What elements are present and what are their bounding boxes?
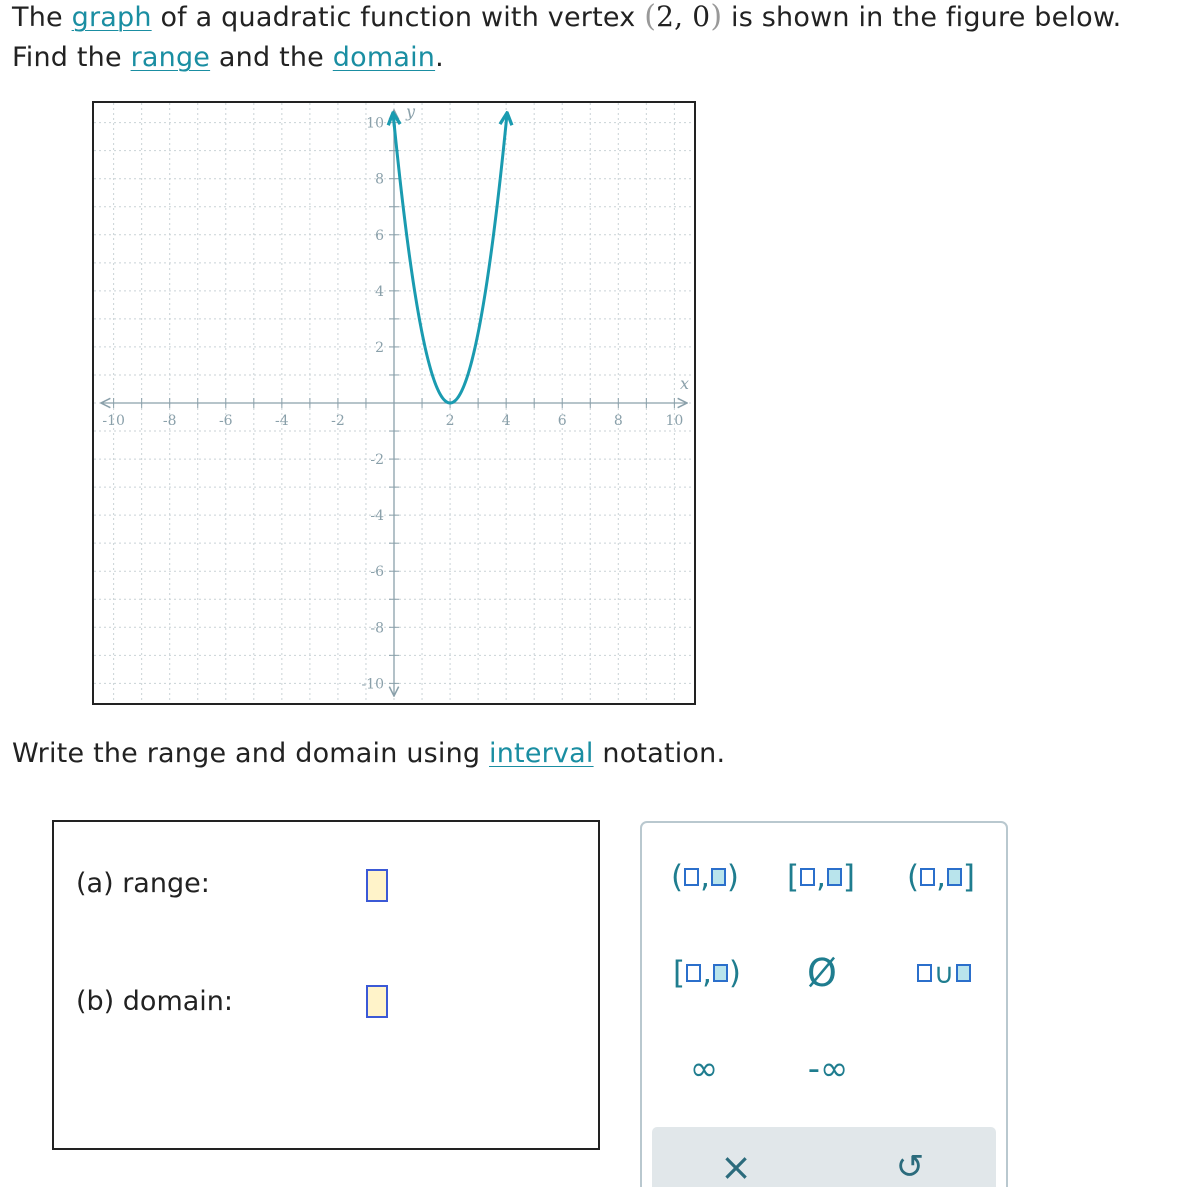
y-tick-label: -10 [361,676,384,693]
undo-icon: ↺ [895,1147,925,1187]
y-tick-label: 8 [375,171,384,188]
vertex-math [644,0,722,33]
graph-svg [94,103,694,703]
vertex-values: 2, 0 [656,0,711,33]
x-tick-label: -8 [162,413,177,429]
x-tick-label: 4 [501,413,511,429]
vertex-close-paren: ) [710,0,723,34]
question-line-2 [12,41,444,75]
negative-infinity-button[interactable]: -∞ [807,1049,849,1089]
domain-link[interactable]: domain [332,42,436,73]
y-tick-label: -6 [370,564,384,581]
domain-label: (b) domain: [76,986,234,1017]
empty-set-button[interactable]: Ø [807,951,837,995]
x-tick-label: -2 [331,413,345,429]
closed-closed-interval-button[interactable]: [ , ] [786,859,856,895]
parabola-left-arrow [393,114,394,128]
y-tick-label: -8 [370,620,384,637]
open-closed-interval-button[interactable]: ( , ] [906,859,976,895]
y-axis-label: y [406,103,416,122]
y-tick-label: 4 [375,283,384,300]
instruction-text: Write the range and domain using [12,738,490,769]
open-open-interval-button[interactable]: ( , ) [670,859,740,895]
undo-button[interactable] [888,1145,932,1187]
x-axis-label: x [679,374,690,393]
y-tick-label: 10 [366,115,384,132]
graph-panel [92,101,696,705]
x-tick-label: 10 [665,413,684,429]
interval-link[interactable]: interval [489,738,594,769]
answer-panel [52,820,600,1150]
close-icon: × [720,1145,752,1187]
x-tick-label: 2 [445,413,455,429]
x-tick-label: -10 [102,413,125,429]
question-text: is shown in the figure below. [722,2,1122,33]
clear-button[interactable] [714,1145,758,1187]
axes [101,110,690,696]
instruction-line [12,737,725,771]
y-tick-label: 2 [375,339,384,356]
question-line-1 [12,0,1121,35]
vertex-open-paren: ( [644,0,657,34]
x-tick-label: 6 [557,413,567,429]
range-label: (a) range: [76,868,210,899]
y-tick-label: -4 [370,508,384,525]
question-text: The [12,2,72,33]
tick-labels [102,103,689,692]
range-input[interactable] [366,869,388,902]
question-text: and the [210,42,333,73]
keypad-action-bar [652,1127,996,1187]
range-link[interactable]: range [130,42,211,73]
union-button[interactable]: ∪ [904,949,984,997]
symbol-keypad [640,821,1008,1187]
question-text: Find the [12,42,131,73]
instruction-text: notation. [593,738,726,769]
question-text: . [435,42,444,73]
y-tick-label: -2 [370,452,384,469]
question-text: of a quadratic function with vertex [151,2,645,33]
y-tick-label: 6 [375,227,384,244]
infinity-button[interactable]: ∞ [689,1049,719,1089]
graph-link[interactable]: graph [71,2,152,33]
closed-open-interval-button[interactable]: [ , ) [672,955,742,991]
domain-input[interactable] [366,985,388,1018]
x-tick-label: -6 [218,413,233,429]
x-tick-label: -4 [275,413,289,429]
x-tick-label: 8 [613,413,623,429]
